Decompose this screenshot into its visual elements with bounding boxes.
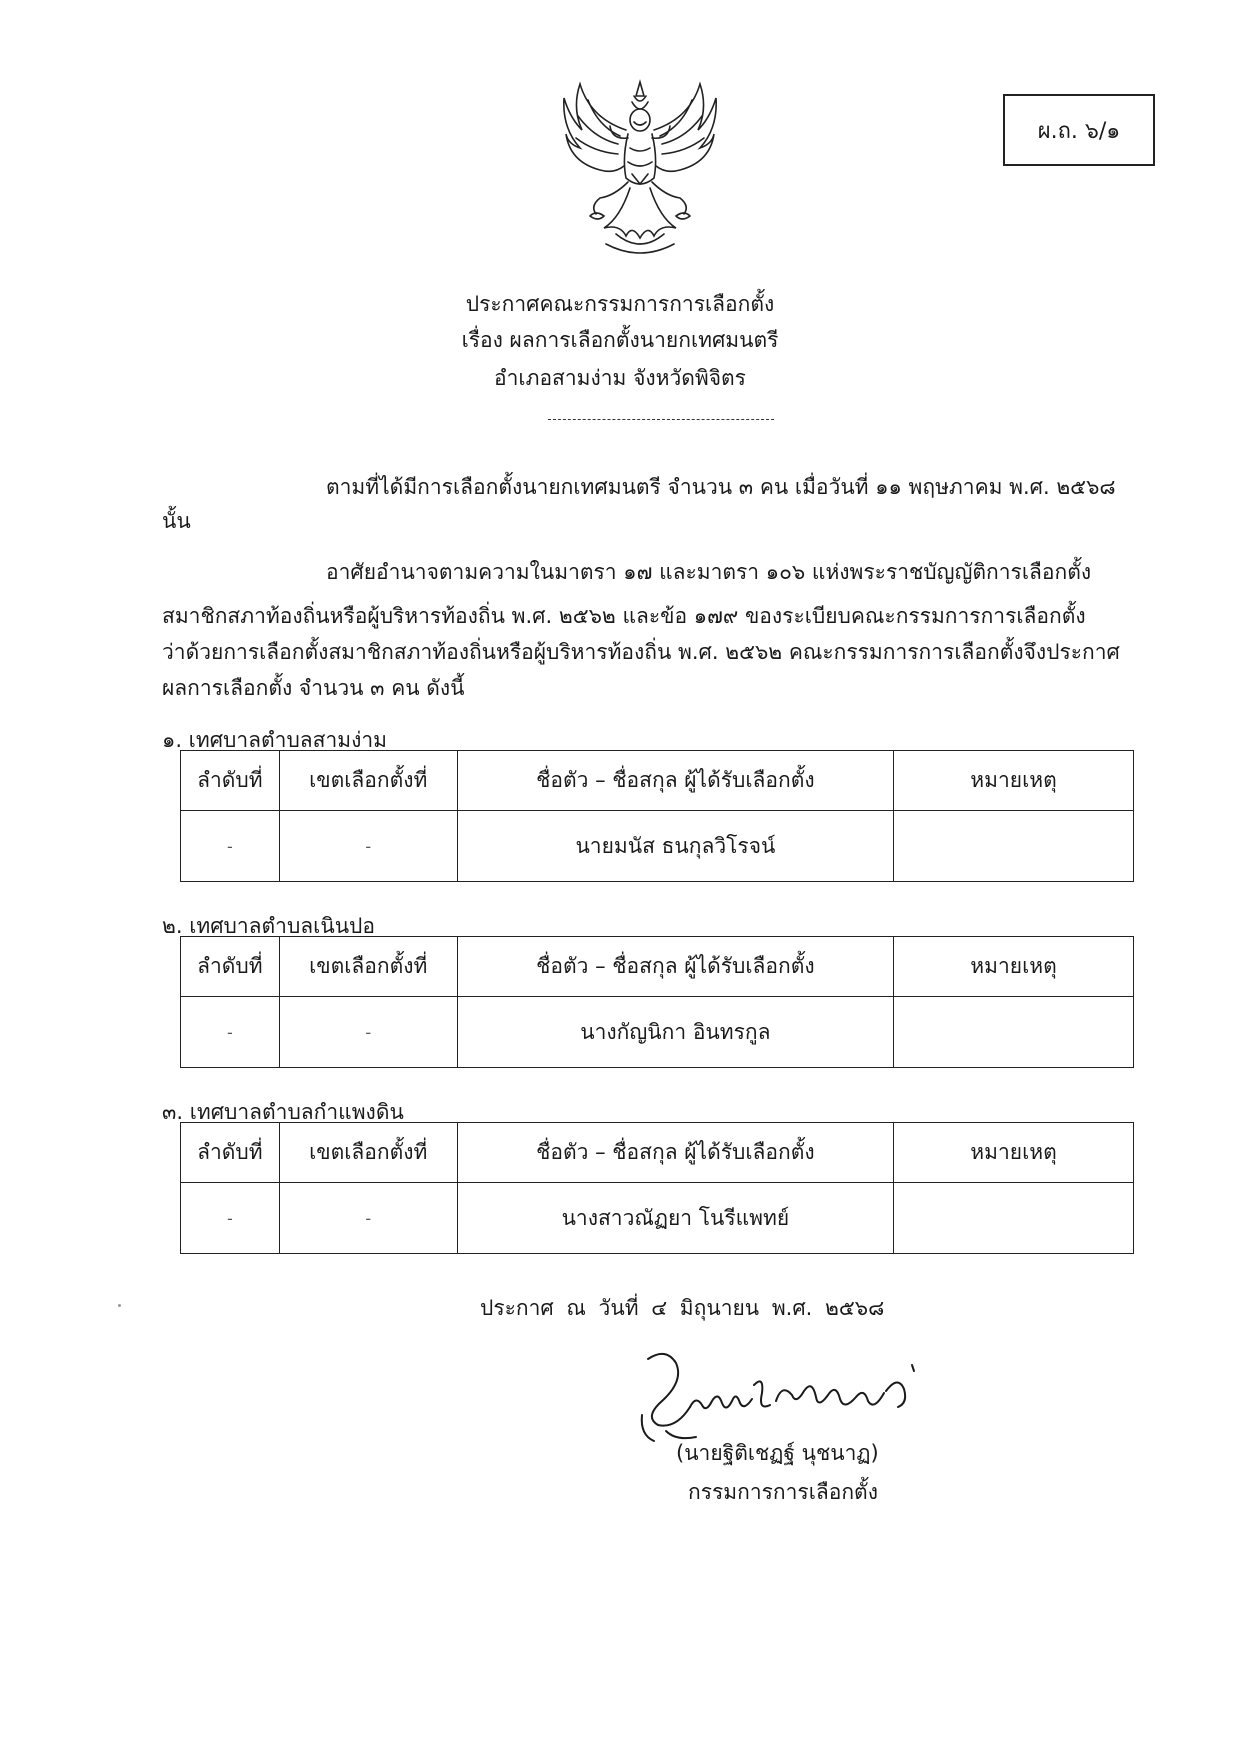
header-order: ลำดับที่: [181, 937, 280, 997]
table-header-row: [181, 751, 1134, 811]
form-code-box: ผ.ถ. ๖/๑: [1003, 94, 1155, 166]
cell-name: นางกัญนิกา อินทรกูล: [457, 997, 893, 1068]
table-row: [181, 811, 1134, 882]
header-name: ชื่อตัว – ชื่อสกุล ผู้ได้รับเลือกตั้ง: [457, 1123, 893, 1183]
title-divider: [548, 419, 774, 420]
header-order: ลำดับที่: [181, 751, 280, 811]
header-remark: หมายเหตุ: [894, 937, 1134, 997]
result-table-2: [180, 936, 1134, 1068]
header-district: เขตเลือกตั้งที่: [279, 751, 457, 811]
signer-name: (นายฐิติเชฏฐ์ นุชนาฏ): [676, 1441, 879, 1465]
result-table-3: [180, 1122, 1134, 1254]
title-line-3: อำเภอสามง่าม จังหวัดพิจิตร: [494, 366, 746, 390]
title-line-1: ประกาศคณะกรรมการการเลือกตั้ง: [465, 292, 775, 316]
cell-district: -: [279, 811, 457, 882]
cell-order: -: [181, 811, 280, 882]
cell-order: -: [181, 997, 280, 1068]
header-remark: หมายเหตุ: [894, 751, 1134, 811]
announce-date: ประกาศ ณ วันที่ ๔ มิถุนายน พ.ศ. ๒๕๖๘: [480, 1296, 885, 1320]
table-header-row: [181, 937, 1134, 997]
cell-district: -: [279, 1183, 457, 1254]
paragraph-1-line-2: นั้น: [162, 509, 191, 533]
signer-position: กรรมการการเลือกตั้ง: [688, 1480, 878, 1504]
result-table-1: [180, 750, 1134, 882]
cell-district: -: [279, 997, 457, 1068]
scan-speck: [118, 1304, 121, 1307]
garuda-emblem-icon: [560, 78, 720, 260]
header-name: ชื่อตัว – ชื่อสกุล ผู้ได้รับเลือกตั้ง: [457, 751, 893, 811]
section-heading-1: ๑. เทศบาลตำบลสามง่าม: [162, 728, 387, 752]
paragraph-2-line-1: อาศัยอำนาจตามความในมาตรา ๑๗ และมาตรา ๑๐๖ แห่งพระราชบัญญัติการเลือกตั้ง: [326, 560, 1092, 584]
header-name: ชื่อตัว – ชื่อสกุล ผู้ได้รับเลือกตั้ง: [457, 937, 893, 997]
title-line-2: เรื่อง ผลการเลือกตั้งนายกเทศมนตรี: [461, 328, 779, 352]
header-district: เขตเลือกตั้งที่: [279, 1123, 457, 1183]
cell-remark: [894, 811, 1134, 882]
section-heading-3: ๓. เทศบาลตำบลกำแพงดิน: [162, 1100, 404, 1124]
cell-name: นายมนัส ธนกุลวิโรจน์: [457, 811, 893, 882]
cell-remark: [894, 997, 1134, 1068]
table-header-row: [181, 1123, 1134, 1183]
paragraph-2-line-2: สมาชิกสภาท้องถิ่นหรือผู้บริหารท้องถิ่น พ.ศ. ๒๕๖๒ และข้อ ๑๗๙ ของระเบียบคณะกรรมการการเลือกตั้ง: [162, 604, 1086, 628]
cell-order: -: [181, 1183, 280, 1254]
paragraph-2-line-4: ผลการเลือกตั้ง จำนวน ๓ คน ดังนี้: [162, 676, 465, 700]
paragraph-1-line-1: ตามที่ได้มีการเลือกตั้งนายกเทศมนตรี จำนวน ๓ คน เมื่อวันที่ ๑๑ พฤษภาคม พ.ศ. ๒๕๖๘: [326, 475, 1116, 499]
header-remark: หมายเหตุ: [894, 1123, 1134, 1183]
section-heading-2: ๒. เทศบาลตำบลเนินปอ: [162, 914, 375, 938]
header-order: ลำดับที่: [181, 1123, 280, 1183]
table-row: [181, 997, 1134, 1068]
table-row: [181, 1183, 1134, 1254]
header-district: เขตเลือกตั้งที่: [279, 937, 457, 997]
cell-remark: [894, 1183, 1134, 1254]
paragraph-2-line-3: ว่าด้วยการเลือกตั้งสมาชิกสภาท้องถิ่นหรือผู้บริหารท้องถิ่น พ.ศ. ๒๕๖๒ คณะกรรมการการเลือกตั้งจึงประกาศ: [162, 640, 1120, 664]
cell-name: นางสาวณัฏยา โนรีแพทย์: [457, 1183, 893, 1254]
